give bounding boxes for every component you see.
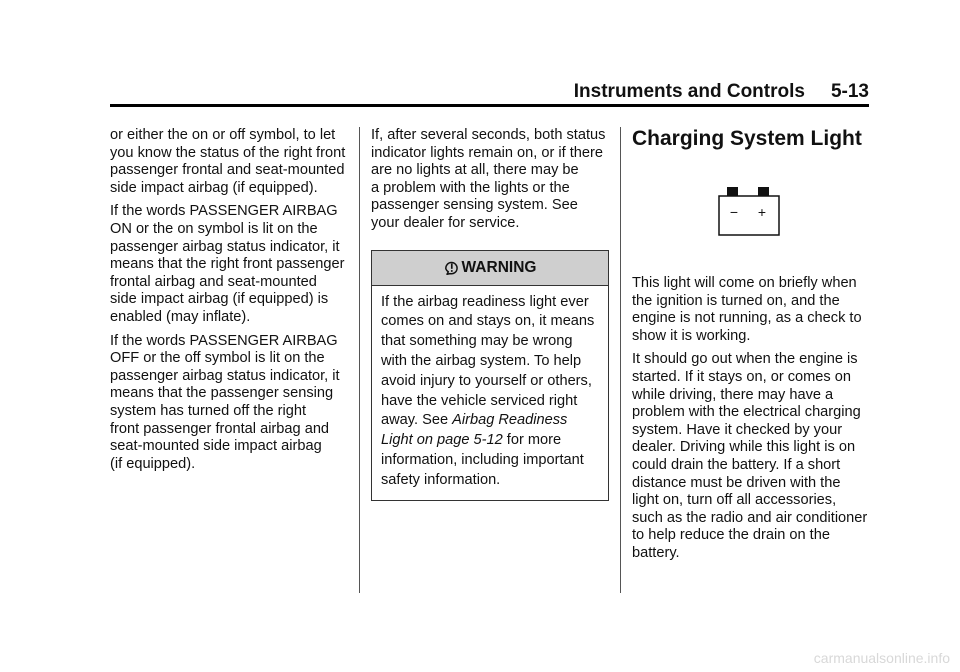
page-header bbox=[110, 80, 869, 104]
column-middle bbox=[371, 127, 609, 501]
warning-header bbox=[372, 251, 608, 286]
paragraph-airbag-on: If the words PASSENGER AIRBAG ON or the on symbol is lit on the passenger airbag status indicator, it means that the right front passenger frontal airbag and seat-mounted side impact airbag (if equipped) is enabled (may inflate). bbox=[110, 203, 345, 325]
warning-title: WARNING bbox=[461, 258, 537, 276]
cross-reference-link[interactable]: Airbag Readiness bbox=[452, 412, 568, 429]
paragraph-status-info: or either the on or off symbol, to let you know the status of the right front passenger frontal and seat-mounted side impact airbag (if equipped). bbox=[110, 127, 346, 196]
paragraph-light-briefly: This light will come on briefly when the ignition is turned on, and the engine is not running, as a check to show it is working. bbox=[632, 275, 862, 344]
header-rule bbox=[110, 104, 869, 107]
paragraph-both-lights: If, after several seconds, both status indicator lights remain on, or if there are no lights at all, there may be a problem with the lights or the passenger sensing system. See your dealer for service. bbox=[371, 127, 606, 231]
column-divider-2 bbox=[620, 127, 621, 593]
warning-body: If the airbag readiness light ever comes on and stays on, it means that something may be wrong with the airbag system. To help avoid injury to yourself or others, have the vehicle serviced right away. See Airbag Readiness Light on page 5-12 for more information, including important safety information. bbox=[381, 293, 595, 488]
battery-figure bbox=[632, 151, 870, 275]
section-title-header: Instruments and Controls bbox=[573, 81, 805, 102]
battery-minus-sign: − bbox=[729, 204, 739, 220]
battery-icon bbox=[718, 187, 781, 237]
page-number: 5-13 bbox=[830, 81, 869, 102]
battery-plus-sign: + bbox=[757, 204, 767, 220]
warning-icon bbox=[444, 260, 459, 275]
paragraph-light-stays-on: It should go out when the engine is started. If it stays on, or comes on while driving, there may have a problem with the electrical charging system. Have it checked by your dealer. Driving while this light is on could drain the battery. If a short distance must be driven with the light on, turn off all accessories, such as the radio and air conditioner to help reduce the drain on the battery. bbox=[632, 351, 868, 561]
column-right bbox=[632, 127, 870, 569]
cross-reference-page[interactable]: Light on page 5-12 bbox=[381, 432, 503, 449]
section-heading: Charging System Light bbox=[632, 127, 862, 150]
watermark: carmanualsonline.info bbox=[813, 650, 950, 666]
column-divider-1 bbox=[359, 127, 360, 593]
paragraph-airbag-off: If the words PASSENGER AIRBAG OFF or the off symbol is lit on the passenger airbag status indicator, it means that the passenger sensing system has turned off the right front passenger frontal airbag and seat-mounted side impact airbag (if equipped). bbox=[110, 332, 340, 472]
column-left bbox=[110, 127, 350, 479]
warning-box bbox=[371, 250, 609, 501]
